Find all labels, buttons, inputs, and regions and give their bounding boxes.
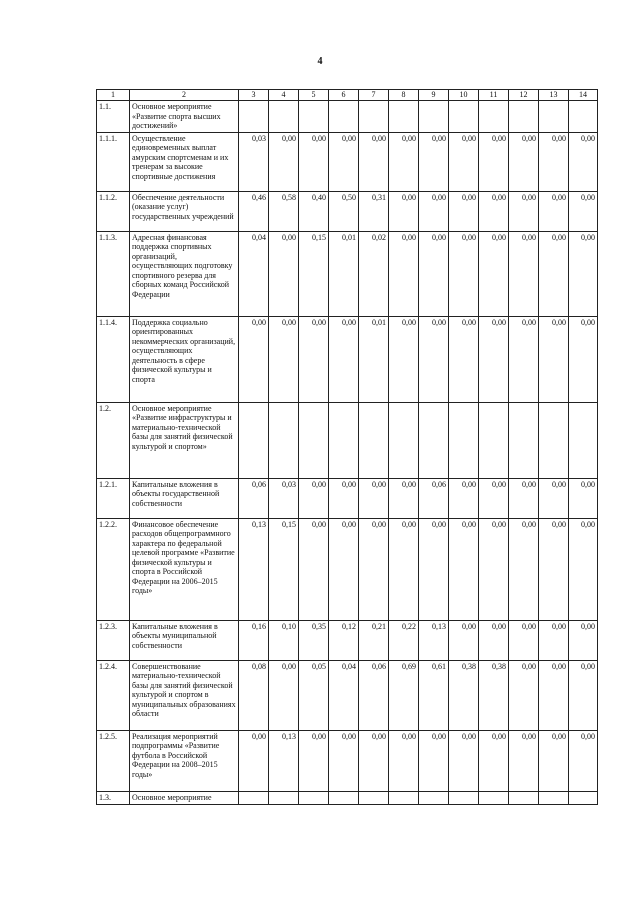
- table-row: [97, 478, 598, 518]
- header-cell: 10: [449, 90, 479, 101]
- value-cell: 0,00: [509, 191, 539, 231]
- row-code: 1.2.4.: [97, 660, 130, 730]
- value-cell: 0,35: [299, 620, 329, 660]
- row-code: 1.1.3.: [97, 231, 130, 316]
- value-cell: 0,00: [389, 730, 419, 791]
- value-cell: 0,38: [449, 660, 479, 730]
- value-cell: 0,00: [419, 231, 449, 316]
- data-table: [96, 89, 598, 805]
- row-name: Поддержка социально ориентированных некоммерческих организаций, осуществляющих деятельность в сфере физической культуры и спорта: [130, 316, 239, 402]
- header-cell: 4: [269, 90, 299, 101]
- value-cell: 0,00: [269, 316, 299, 402]
- value-cell: 0,16: [239, 620, 269, 660]
- value-cell: 0,00: [539, 316, 569, 402]
- row-name: Основное мероприятие: [130, 791, 239, 804]
- value-cell: 0,58: [269, 191, 299, 231]
- row-code: 1.1.: [97, 101, 130, 133]
- header-cell: 9: [419, 90, 449, 101]
- value-cell: 0,00: [479, 316, 509, 402]
- value-cell: 0,00: [449, 478, 479, 518]
- value-cell: 0,50: [329, 191, 359, 231]
- value-cell: 0,03: [239, 132, 269, 191]
- value-cell: 0,00: [389, 518, 419, 620]
- value-cell: 0,00: [449, 132, 479, 191]
- value-cell: 0,00: [539, 730, 569, 791]
- row-code: 1.2.2.: [97, 518, 130, 620]
- value-cell: 0,00: [569, 132, 598, 191]
- value-cell: 0,00: [389, 231, 419, 316]
- value-cell: 0,15: [299, 231, 329, 316]
- value-cell: [269, 101, 299, 133]
- table-body: [97, 90, 598, 805]
- value-cell: 0,00: [269, 660, 299, 730]
- value-cell: 0,21: [359, 620, 389, 660]
- value-cell: 0,00: [509, 316, 539, 402]
- value-cell: [509, 791, 539, 804]
- value-cell: 0,00: [539, 620, 569, 660]
- value-cell: [239, 791, 269, 804]
- value-cell: 0,00: [239, 316, 269, 402]
- row-code: 1.1.4.: [97, 316, 130, 402]
- value-cell: [239, 402, 269, 478]
- value-cell: 0,01: [359, 316, 389, 402]
- value-cell: 0,04: [239, 231, 269, 316]
- value-cell: 0,00: [509, 478, 539, 518]
- value-cell: [269, 402, 299, 478]
- value-cell: 0,00: [299, 730, 329, 791]
- value-cell: [539, 791, 569, 804]
- row-name: Основное мероприятие «Развитие инфраструктуры и материально-технической базы для занятий физической культурой и спортом»: [130, 402, 239, 478]
- value-cell: 0,00: [569, 478, 598, 518]
- value-cell: 0,00: [419, 518, 449, 620]
- value-cell: 0,00: [239, 730, 269, 791]
- value-cell: 0,00: [329, 730, 359, 791]
- value-cell: 0,00: [329, 478, 359, 518]
- table-row: [97, 132, 598, 191]
- value-cell: [359, 791, 389, 804]
- header-cell: 8: [389, 90, 419, 101]
- value-cell: 0,61: [419, 660, 449, 730]
- value-cell: [419, 402, 449, 478]
- value-cell: 0,00: [359, 132, 389, 191]
- value-cell: 0,13: [239, 518, 269, 620]
- page-number: 4: [317, 56, 323, 67]
- header-cell: 12: [509, 90, 539, 101]
- value-cell: 0,00: [569, 231, 598, 316]
- value-cell: 0,46: [239, 191, 269, 231]
- value-cell: 0,00: [509, 620, 539, 660]
- table-row: [97, 316, 598, 402]
- value-cell: [329, 402, 359, 478]
- value-cell: 0,22: [389, 620, 419, 660]
- value-cell: 0,00: [329, 316, 359, 402]
- header-cell: 6: [329, 90, 359, 101]
- value-cell: [539, 101, 569, 133]
- row-name: Основное мероприятие «Развитие спорта высших достижений»: [130, 101, 239, 133]
- header-cell: 3: [239, 90, 269, 101]
- value-cell: 0,00: [419, 191, 449, 231]
- value-cell: [239, 101, 269, 133]
- table-row: [97, 518, 598, 620]
- value-cell: 0,00: [359, 518, 389, 620]
- value-cell: 0,00: [359, 478, 389, 518]
- value-cell: 0,00: [569, 316, 598, 402]
- value-cell: 0,02: [359, 231, 389, 316]
- header-row: [97, 90, 598, 101]
- value-cell: [539, 402, 569, 478]
- header-cell: 1: [97, 90, 130, 101]
- value-cell: 0,00: [479, 518, 509, 620]
- value-cell: 0,00: [509, 660, 539, 730]
- value-cell: 0,00: [419, 316, 449, 402]
- header-cell: 14: [569, 90, 598, 101]
- value-cell: [479, 101, 509, 133]
- row-name: Реализация мероприятий подпрограммы «Развитие футбола в Российской Федерации на 2008–2015 годы»: [130, 730, 239, 791]
- value-cell: 0,00: [449, 518, 479, 620]
- value-cell: 0,10: [269, 620, 299, 660]
- value-cell: 0,00: [509, 518, 539, 620]
- value-cell: 0,13: [269, 730, 299, 791]
- value-cell: 0,00: [389, 191, 419, 231]
- value-cell: [479, 791, 509, 804]
- value-cell: [359, 402, 389, 478]
- table-row: [97, 191, 598, 231]
- value-cell: 0,00: [419, 730, 449, 791]
- value-cell: [509, 101, 539, 133]
- value-cell: 0,00: [449, 231, 479, 316]
- value-cell: 0,00: [479, 191, 509, 231]
- row-code: 1.2.3.: [97, 620, 130, 660]
- value-cell: [569, 101, 598, 133]
- value-cell: 0,00: [269, 132, 299, 191]
- value-cell: 0,00: [479, 132, 509, 191]
- row-name: Совершенствование материально-технической базы для занятий физической культурой и спортом в муниципальных образованиях области: [130, 660, 239, 730]
- row-code: 1.2.1.: [97, 478, 130, 518]
- value-cell: [419, 101, 449, 133]
- value-cell: 0,00: [539, 132, 569, 191]
- value-cell: 0,06: [359, 660, 389, 730]
- table-row: [97, 402, 598, 478]
- value-cell: 0,00: [329, 518, 359, 620]
- value-cell: 0,06: [239, 478, 269, 518]
- table-row: [97, 101, 598, 133]
- value-cell: 0,00: [329, 132, 359, 191]
- value-cell: [389, 101, 419, 133]
- value-cell: 0,00: [509, 730, 539, 791]
- table-row: [97, 791, 598, 804]
- value-cell: 0,00: [479, 478, 509, 518]
- value-cell: 0,40: [299, 191, 329, 231]
- value-cell: [479, 402, 509, 478]
- value-cell: 0,05: [299, 660, 329, 730]
- header-cell: 2: [130, 90, 239, 101]
- value-cell: 0,00: [449, 620, 479, 660]
- value-cell: 0,00: [479, 730, 509, 791]
- value-cell: 0,00: [449, 316, 479, 402]
- table-row: [97, 231, 598, 316]
- table-row: [97, 620, 598, 660]
- value-cell: 0,00: [419, 132, 449, 191]
- row-name: Капитальные вложения в объекты государственной собственности: [130, 478, 239, 518]
- value-cell: [449, 791, 479, 804]
- header-cell: 5: [299, 90, 329, 101]
- value-cell: 0,00: [479, 620, 509, 660]
- value-cell: 0,04: [329, 660, 359, 730]
- value-cell: 0,15: [269, 518, 299, 620]
- row-name: Адресная финансовая поддержка спортивных организаций, осуществляющих подготовку спортивного резерва для сборных команд Российской Федерации: [130, 231, 239, 316]
- value-cell: 0,00: [539, 660, 569, 730]
- value-cell: 0,00: [389, 132, 419, 191]
- value-cell: 0,31: [359, 191, 389, 231]
- value-cell: 0,00: [569, 730, 598, 791]
- value-cell: 0,00: [299, 132, 329, 191]
- value-cell: 0,01: [329, 231, 359, 316]
- table-row: [97, 660, 598, 730]
- value-cell: [329, 101, 359, 133]
- value-cell: 0,00: [539, 478, 569, 518]
- value-cell: [569, 791, 598, 804]
- value-cell: 0,00: [269, 231, 299, 316]
- value-cell: 0,00: [569, 191, 598, 231]
- row-code: 1.1.2.: [97, 191, 130, 231]
- row-name: Осуществление единовременных выплат амурским спортсменам и их тренерам за высокие спортивные достижения: [130, 132, 239, 191]
- value-cell: [449, 402, 479, 478]
- value-cell: [419, 791, 449, 804]
- value-cell: [299, 791, 329, 804]
- row-code: 1.2.: [97, 402, 130, 478]
- value-cell: 0,03: [269, 478, 299, 518]
- value-cell: 0,00: [539, 518, 569, 620]
- value-cell: [389, 402, 419, 478]
- row-name: Обеспечение деятельности (оказание услуг) государственных учреждений: [130, 191, 239, 231]
- value-cell: 0,00: [569, 518, 598, 620]
- row-name: Капитальные вложения в объекты муниципальной собственности: [130, 620, 239, 660]
- value-cell: [569, 402, 598, 478]
- value-cell: 0,00: [389, 478, 419, 518]
- header-cell: 11: [479, 90, 509, 101]
- value-cell: 0,00: [299, 518, 329, 620]
- value-cell: 0,00: [569, 660, 598, 730]
- header-cell: 13: [539, 90, 569, 101]
- value-cell: 0,69: [389, 660, 419, 730]
- value-cell: 0,13: [419, 620, 449, 660]
- value-cell: 0,00: [389, 316, 419, 402]
- row-code: 1.1.1.: [97, 132, 130, 191]
- header-cell: 7: [359, 90, 389, 101]
- value-cell: [269, 791, 299, 804]
- value-cell: 0,00: [359, 730, 389, 791]
- table-row: [97, 730, 598, 791]
- value-cell: 0,00: [539, 191, 569, 231]
- value-cell: [299, 402, 329, 478]
- value-cell: 0,06: [419, 478, 449, 518]
- value-cell: 0,00: [299, 478, 329, 518]
- value-cell: [299, 101, 329, 133]
- value-cell: 0,08: [239, 660, 269, 730]
- value-cell: [509, 402, 539, 478]
- row-code: 1.2.5.: [97, 730, 130, 791]
- value-cell: 0,00: [509, 132, 539, 191]
- row-code: 1.3.: [97, 791, 130, 804]
- value-cell: 0,00: [449, 191, 479, 231]
- value-cell: [329, 791, 359, 804]
- value-cell: [449, 101, 479, 133]
- value-cell: [389, 791, 419, 804]
- value-cell: 0,00: [569, 620, 598, 660]
- value-cell: 0,00: [509, 231, 539, 316]
- value-cell: 0,00: [539, 231, 569, 316]
- value-cell: 0,00: [299, 316, 329, 402]
- value-cell: 0,00: [479, 231, 509, 316]
- value-cell: [359, 101, 389, 133]
- value-cell: 0,38: [479, 660, 509, 730]
- value-cell: 0,12: [329, 620, 359, 660]
- row-name: Финансовое обеспечение расходов общепрограммного характера по федеральной целевой программе «Развитие физической культуры и спорта в Российской Федерации на 2006–2015 годы»: [130, 518, 239, 620]
- value-cell: 0,00: [449, 730, 479, 791]
